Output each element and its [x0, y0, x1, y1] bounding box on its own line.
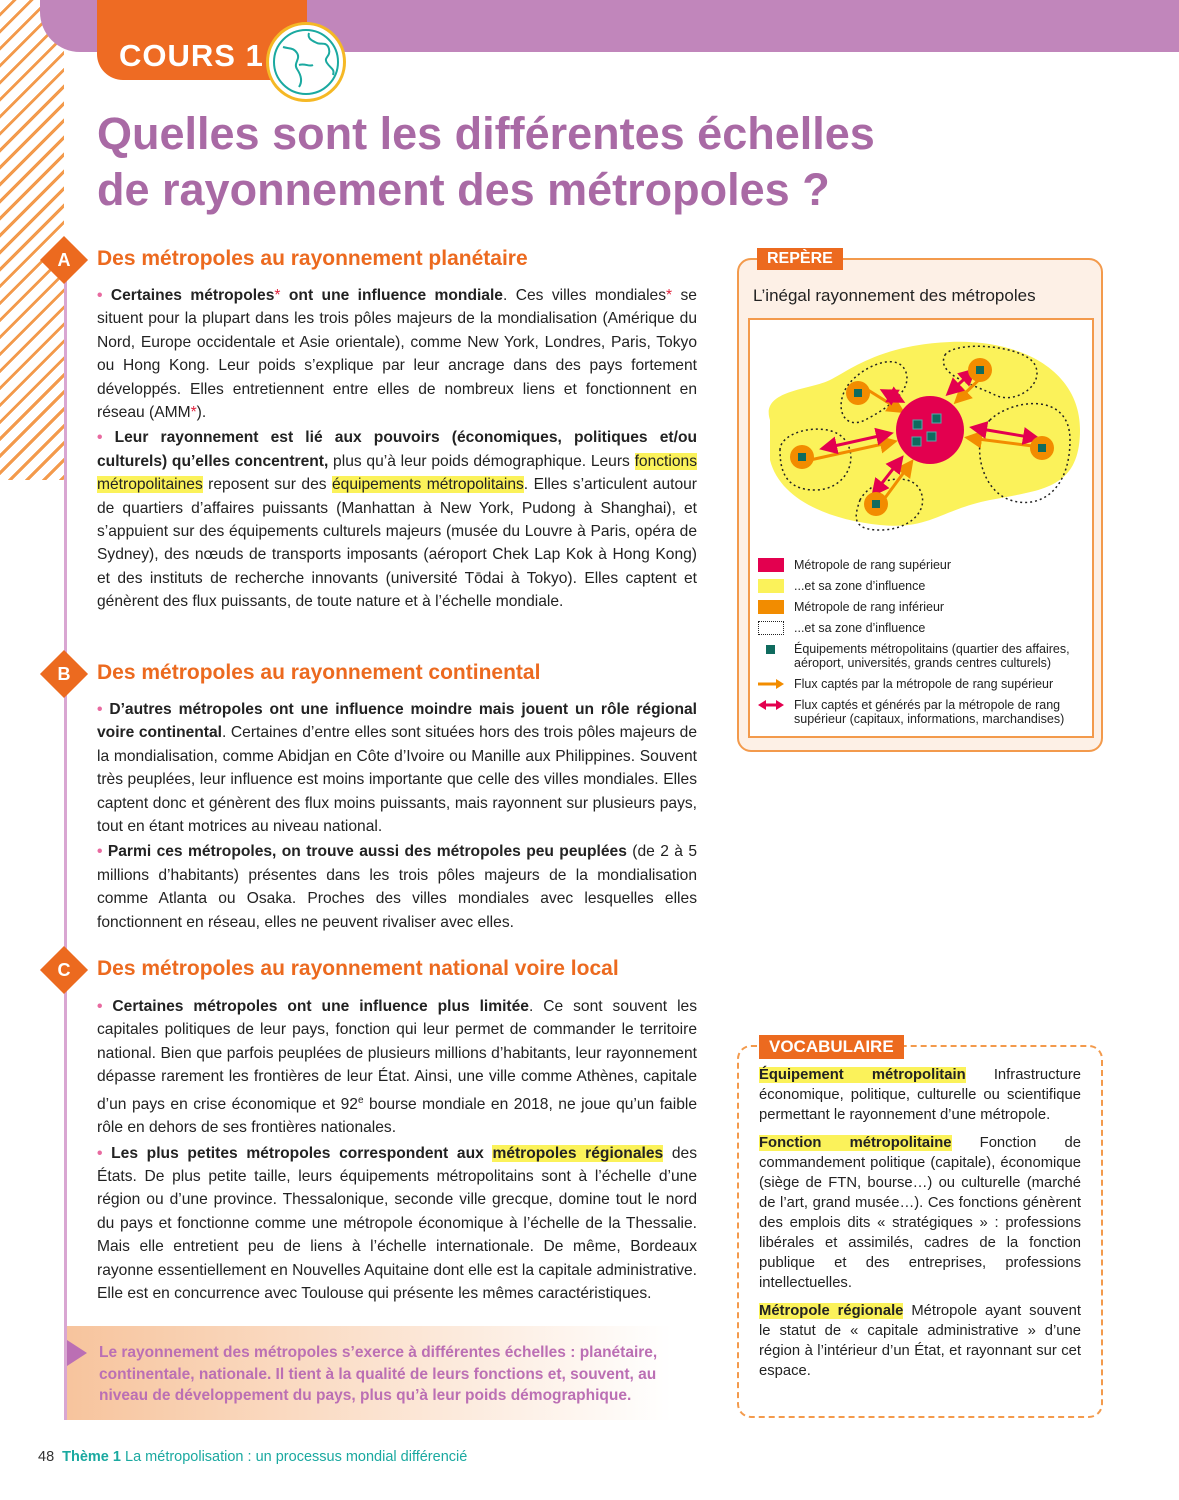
repere-tag: REPÈRE	[757, 248, 843, 270]
conclusion-text: Le rayonnement des métropoles s’exerce à différentes échelles : planétaire, continentale, nationale. Il tient à la qualité de leurs fonctions et, souvent, au niveau de développement du pays, plus qu’à leur poids démographique.	[99, 1344, 658, 1404]
vocabulary-term: Métropole régionale	[759, 1303, 904, 1319]
text-segment: Certaines métropoles ont une influence plus limitée	[112, 998, 529, 1015]
section-body-a	[97, 284, 697, 616]
theme-label: Thème 1	[62, 1449, 121, 1465]
legend-swatch-icon	[758, 621, 784, 635]
section-badge-c: C	[40, 946, 88, 994]
triangle-icon	[67, 1340, 87, 1366]
text-segment: . Elles s’articulent autour de quartiers d’affaires puissants (Manhattan à New York, Pudong à Shanghai), et s’appuient sur des équipements culturels majeurs (musée du Louvre à Paris, opéra de Sydney), des nœuds de transports imposants (aéroport Chek Lap Kok à Hong Kong) et des instituts de recherche innovants (université Tōdai à Tokyo). Elles captent et génèrent des flux puissants, de toute nature et à l’échelle mondiale.	[97, 476, 697, 611]
section-heading-a: Des métropoles au rayonnement planétaire	[97, 247, 528, 270]
title-line: Quelles sont les différentes échelles	[97, 108, 875, 159]
text-segment: se situent pour la plupart dans les trois pôles majeurs de la mondialisation (Amérique du Nord, Europe occidentale et Asie orientale), comme New York, Londres, Paris, Tokyo ou Hong Kong. Leur poids s’explique par leur ancrage dans des pays fortement développés. Elles entretiennent entre elles de nombreux liens et fonctionnent en réseau (AMM	[97, 287, 697, 422]
vocabulary-definition: Infrastructure économique, politique, culturelle ou scientifique permettant le rayonnement d’une métropole.	[759, 1067, 1081, 1123]
section-badge-a: A	[40, 236, 88, 284]
legend-label: Flux captés par la métropole de rang supérieur	[794, 677, 1054, 691]
diagram-legend	[758, 558, 1092, 733]
bullet-icon: •	[97, 701, 110, 718]
legend-swatch-icon	[758, 579, 784, 593]
text-segment: *	[666, 287, 673, 304]
vocabulary-entry	[759, 1133, 1081, 1293]
text-segment: . Ce sont souvent les capitales politiques de leur pays, fonction qui leur permet de commander le territoire national. Bien que parfois peuplées de plusieurs millions d’habitants, leur rayonnement dépasse rarement les frontières de leur État. Ainsi, une ville comme Athènes, capitale d’un pays en crise économique et 92	[97, 998, 697, 1113]
legend-item	[758, 698, 1092, 726]
paragraph	[97, 426, 697, 613]
legend-item	[758, 579, 1092, 593]
text-segment: . Ces villes mondiales	[502, 287, 667, 304]
diagram-panel	[748, 318, 1094, 738]
repere-title: L’inégal rayonnement des métropoles	[753, 286, 1036, 305]
vocabulary-definition: Fonction de commandement politique (capitale), économique (siège de FTN, bourse…) ou culturelle (marché de l’art, grand musée…). Ces fonctions génèrent des emplois dits « stratégiques » : professions libérales et assimilés, cadres de la fonction publique et des entreprises, professions intellectuelles.	[759, 1135, 1081, 1291]
paragraph	[97, 995, 697, 1140]
paragraph	[97, 840, 697, 934]
vocabulary-term: Équipement métropolitain	[759, 1067, 966, 1083]
bullet-icon: •	[97, 1144, 112, 1162]
text-segment: D’autres métropoles ont une influence moindre mais jouent un rôle régional voire continental	[97, 701, 697, 742]
text-segment: *	[190, 404, 197, 422]
text-segment: Les plus petites métropoles correspondent aux	[111, 1144, 493, 1162]
bullet-icon: •	[97, 429, 115, 447]
text-segment: des États. De plus petite taille, leurs équipements métropolitains sont à l’échelle d’une région ou d’une province. Thessalonique, seconde ville grecque, domine tout le nord du pays et fonctionne comme une métropole économique à l’échelle de la Thessalie. Mais elle entretient peu de liens à l’échelle internationale. De même, Bordeaux rayonne essentiellement en Nouvelles Aquitaine dont elle est la capitale administrative. Elle est en concurrence avec Toulouse qui présente les mêmes caractéristiques.	[97, 1144, 698, 1303]
text-segment: métropoles régionales	[492, 1144, 664, 1162]
repere-box	[737, 250, 1103, 752]
vocabulary-definition: Métropole ayant souvent le statut de « capitale administrative » d’une région à l’intérieur d’un État, et rayonnant sur cet espace.	[759, 1303, 1081, 1379]
globe-icon	[266, 22, 346, 102]
text-segment: (de 2 à 5 millions d’habitants) présentes dans les trois pôles majeurs de la mondialisation comme Atlanta ou Osaka. Proches des villes mondiales avec lesquelles elles fonctionnent en réseau, elles ne peuvent rivaliser avec elles.	[97, 843, 698, 931]
bullet-icon: •	[97, 998, 113, 1015]
legend-swatch-icon	[758, 600, 784, 614]
legend-item	[758, 558, 1092, 572]
text-segment: fonctions métropolitaines	[97, 452, 697, 494]
legend-item	[758, 677, 1092, 691]
text-segment: reposent sur des	[202, 476, 332, 494]
legend-label: Flux captés et générés par la métropole de rang supérieur (capitaux, informations, marchandises)	[794, 698, 1065, 726]
legend-item	[758, 621, 1092, 635]
metropole-diagram	[750, 320, 1092, 550]
course-tab: COURS 1	[97, 0, 307, 80]
vocabulary-tag: VOCABULAIRE	[759, 1035, 904, 1059]
major-metropole	[896, 396, 964, 464]
text-segment: . Certaines d’entre elles sont situées hors des trois pôles majeurs de la mondialisation, comme Abidjan en Côte d’Ivoire ou Manille aux Philippines. Souvent très peuplées, leur influence est moins importante que celle des villes mondiales. Elles captent donc et génèrent des flux moins puissants, mais rayonnent sur plusieurs pays, tout en étant motrices au niveau national.	[97, 724, 697, 836]
text-segment: équipements métropolitains	[331, 476, 524, 494]
page-number: 48	[38, 1449, 55, 1465]
text-segment: Leur rayonnement est lié aux pouvoirs (économiques, politiques et/ou culturels) qu’elles concentrent,	[97, 429, 697, 470]
section-heading-c: Des métropoles au rayonnement national voire local	[97, 957, 619, 980]
bullet-icon: •	[97, 843, 108, 861]
legend-label: Métropole de rang supérieur	[794, 558, 952, 572]
legend-item	[758, 642, 1092, 670]
section-heading-b: Des métropoles au rayonnement continental	[97, 661, 541, 684]
paragraph	[97, 698, 697, 838]
section-body-b	[97, 698, 697, 936]
vocabulary-term: Fonction métropolitaine	[759, 1135, 952, 1151]
theme-subtitle: La métropolisation : un processus mondial différencié	[120, 1449, 468, 1465]
decorative-stripes	[0, 0, 64, 480]
legend-label: ...et sa zone d’influence	[794, 621, 926, 635]
text-segment: e	[357, 1094, 364, 1106]
page-footer	[38, 1449, 467, 1465]
text-segment: Certaines métropoles	[110, 287, 275, 304]
text-segment: Parmi ces métropoles, on trouve aussi des métropoles peu peuplées	[107, 843, 627, 861]
legend-label: ...et sa zone d’influence	[794, 579, 926, 593]
page-title	[97, 106, 917, 218]
text-segment: bourse mondiale en 2018, ne joue qu’un faible rôle en dehors de ses frontières nationales.	[97, 1095, 697, 1137]
legend-swatch-icon	[758, 642, 784, 656]
vocabulary-box	[737, 1037, 1103, 1418]
text-segment: *	[274, 287, 281, 304]
legend-label: Équipements métropolitains (quartier des affaires, aéroport, universités, grands centres culturels)	[794, 642, 1070, 670]
legend-swatch-icon	[758, 677, 784, 691]
conclusion-box	[64, 1326, 704, 1420]
text-segment: ont une influence mondiale	[280, 287, 503, 304]
text-segment: ).	[196, 404, 207, 422]
legend-swatch-icon	[758, 698, 784, 712]
vocabulary-entry	[759, 1065, 1081, 1125]
paragraph	[97, 284, 697, 424]
legend-item	[758, 600, 1092, 614]
bullet-icon: •	[97, 287, 111, 304]
title-line: de rayonnement des métropoles ?	[97, 164, 830, 215]
section-badge-b: B	[40, 650, 88, 698]
vocabulary-entry	[759, 1301, 1081, 1381]
text-segment: plus qu’à leur poids démographique. Leurs	[328, 452, 635, 470]
paragraph	[97, 1142, 697, 1306]
section-body-c	[97, 995, 697, 1307]
legend-swatch-icon	[758, 558, 784, 572]
margin-line	[64, 240, 67, 1420]
legend-label: Métropole de rang inférieur	[794, 600, 945, 614]
